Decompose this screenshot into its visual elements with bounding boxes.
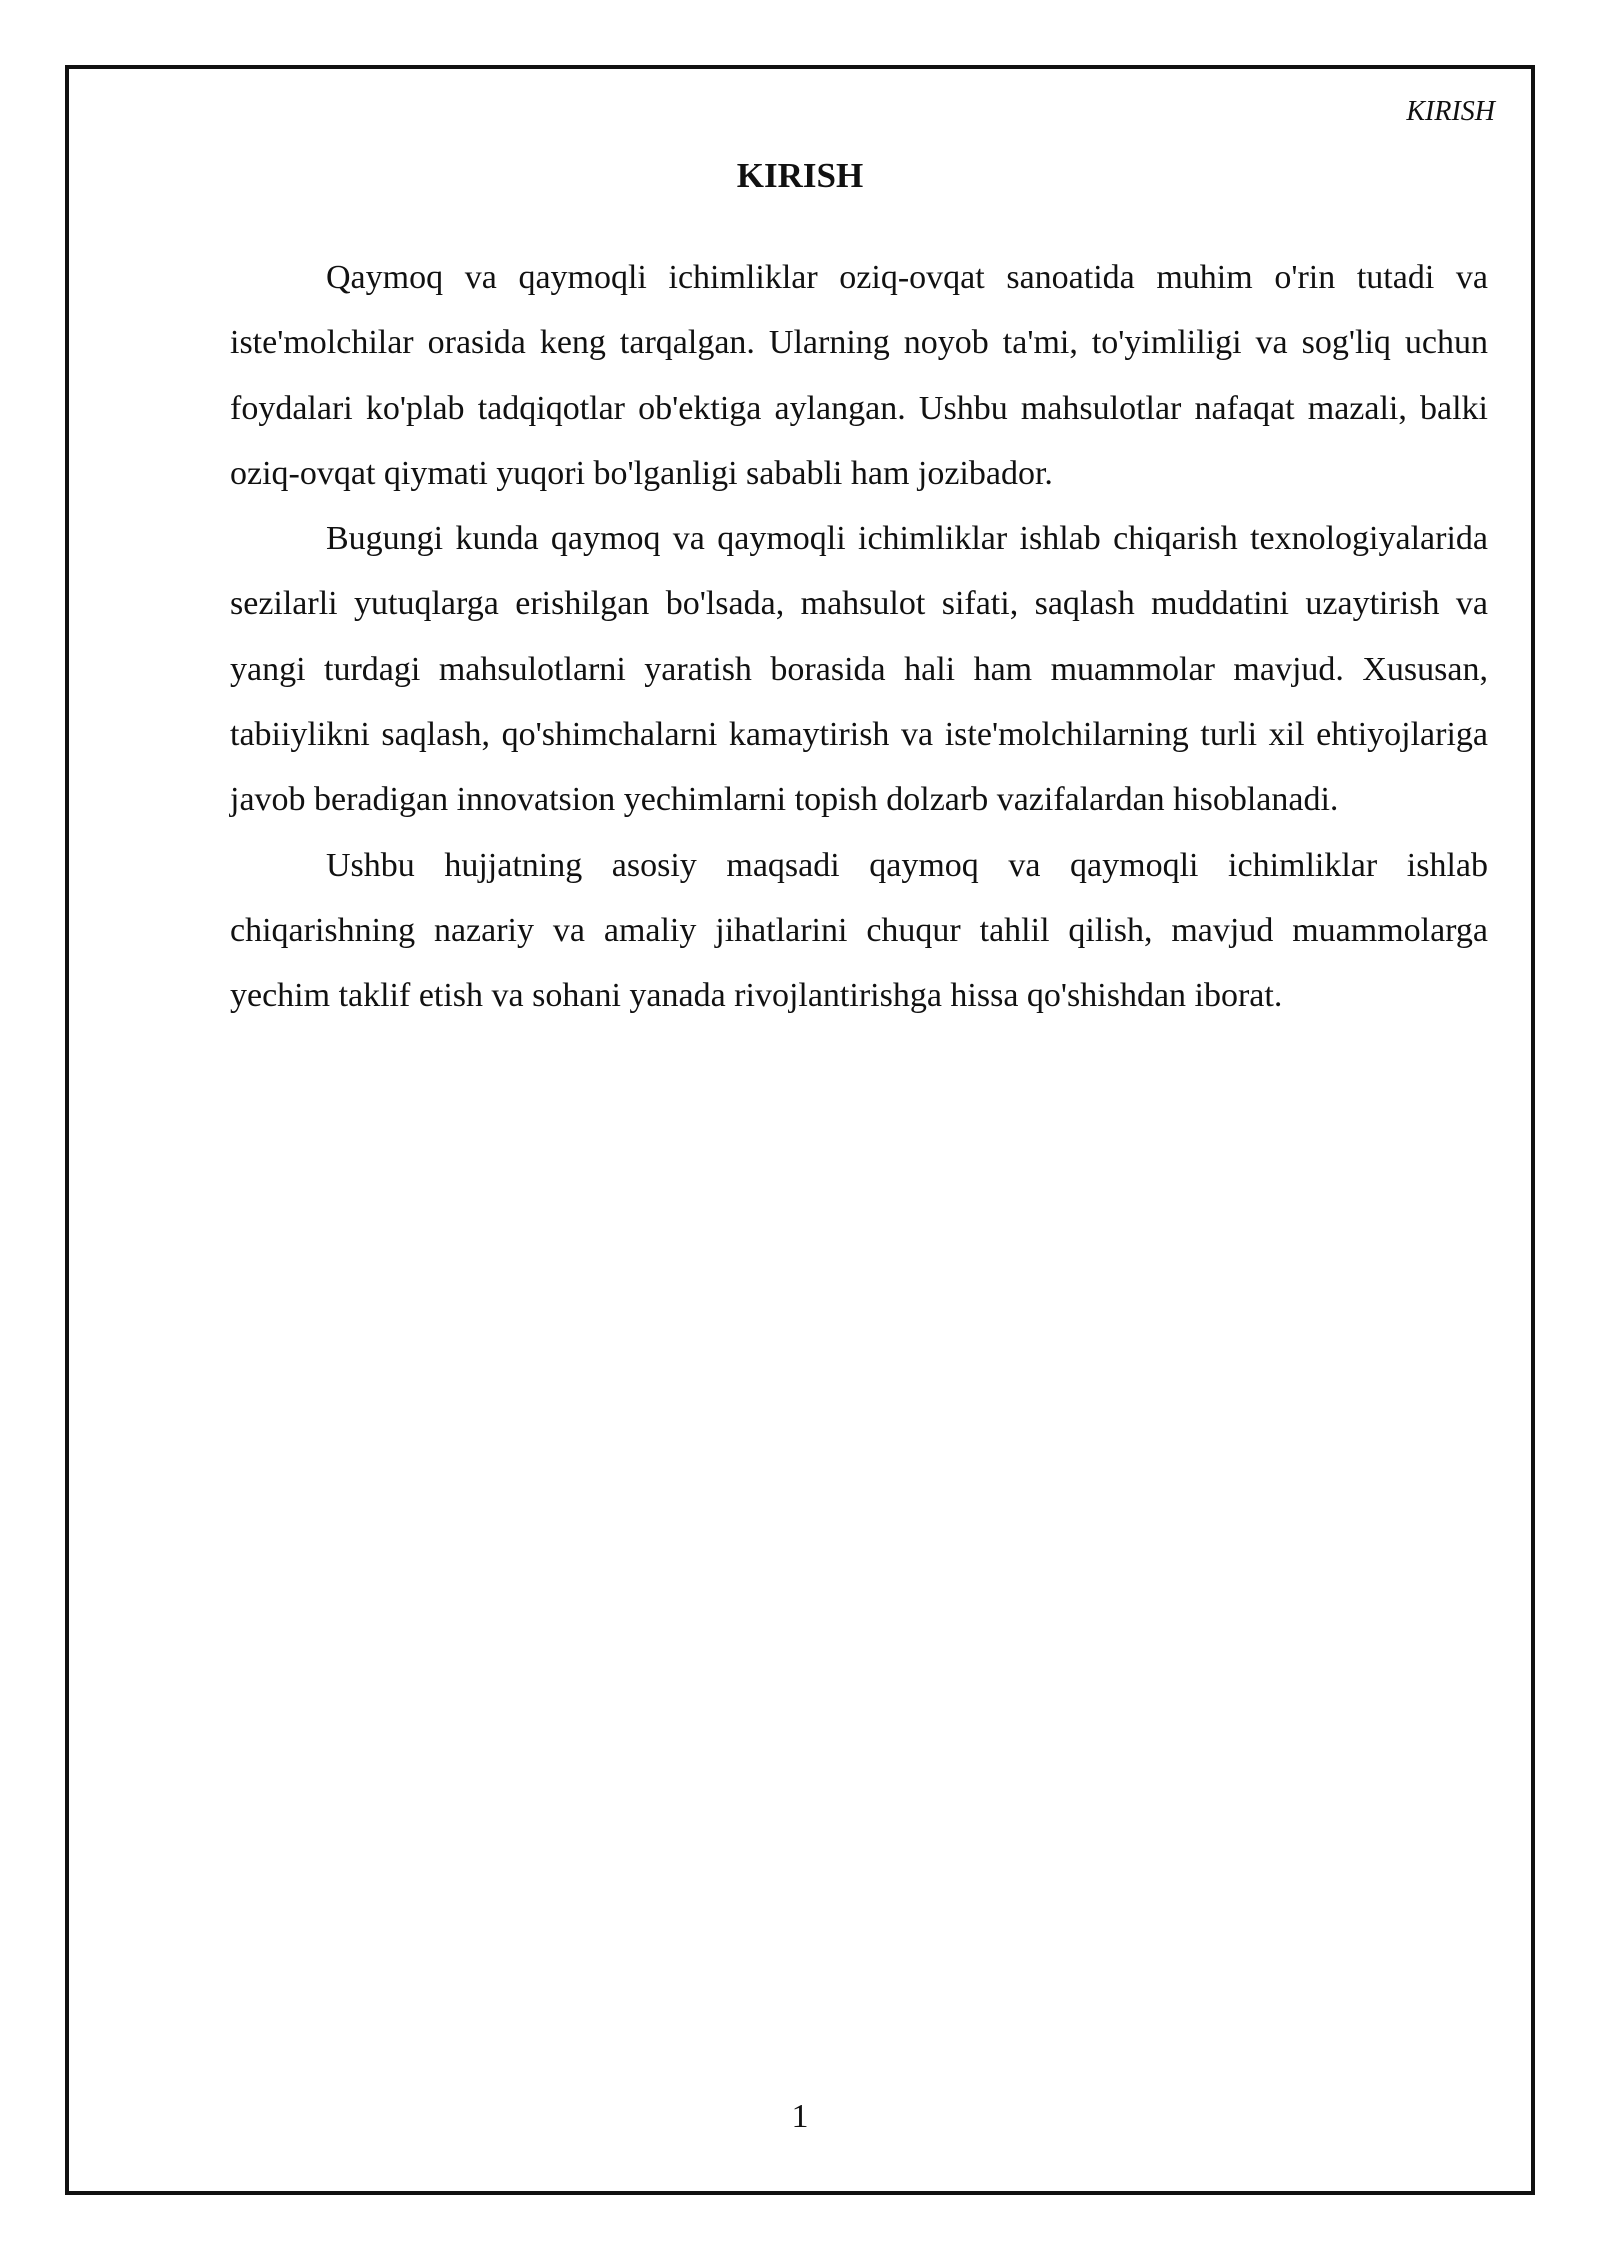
paragraph-1: Qaymoq va qaymoqli ichimliklar oziq-ovqat sanoatida muhim o'rin tutadi va iste'molchilar orasida keng tarqalgan. Ularning noyob ta'mi, to'yimliligi va sog'liq uchun foydalari ko'plab tadqiqotlar ob'ektiga aylangan. Ushbu mahsulotlar nafaqat mazali, balki oziq-ovqat qiymati yuqori bo'lganligi sababli ham jozibador. (230, 259, 1488, 492)
paragraph-2: Bugungi kunda qaymoq va qaymoqli ichimliklar ishlab chiqarish texnologiyalarida sezilarli yutuqlarga erishilgan bo'lsada, mahsulot sifati, saqlash muddatini uzaytirish va yangi turdagi mahsulotlarni yaratish borasida hali ham muammolar mavjud. Xususan, tabiiylikni saqlash, qo'shimchalarni kamaytirish va iste'molchilarning turli xil ehtiyojlariga javob beradigan innovatsion yechimlarni topish dolzarb vazifalardan hisoblanadi. (230, 520, 1488, 819)
paragraph-3: Ushbu hujjatning asosiy maqsadi qaymoq va qaymoqli ichimliklar ishlab chiqarishning nazariy va amaliy jihatlarini chuqur tahlil qilish, mavjud muammolarga yechim taklif etish va sohani yanada rivojlantirishga hissa qo'shishdan iborat. (230, 846, 1488, 1015)
running-header: KIRISH (1406, 96, 1495, 127)
page-number: 1 (791, 2098, 809, 2135)
document-title: KIRISH (736, 156, 864, 195)
document-body (230, 245, 1488, 1029)
